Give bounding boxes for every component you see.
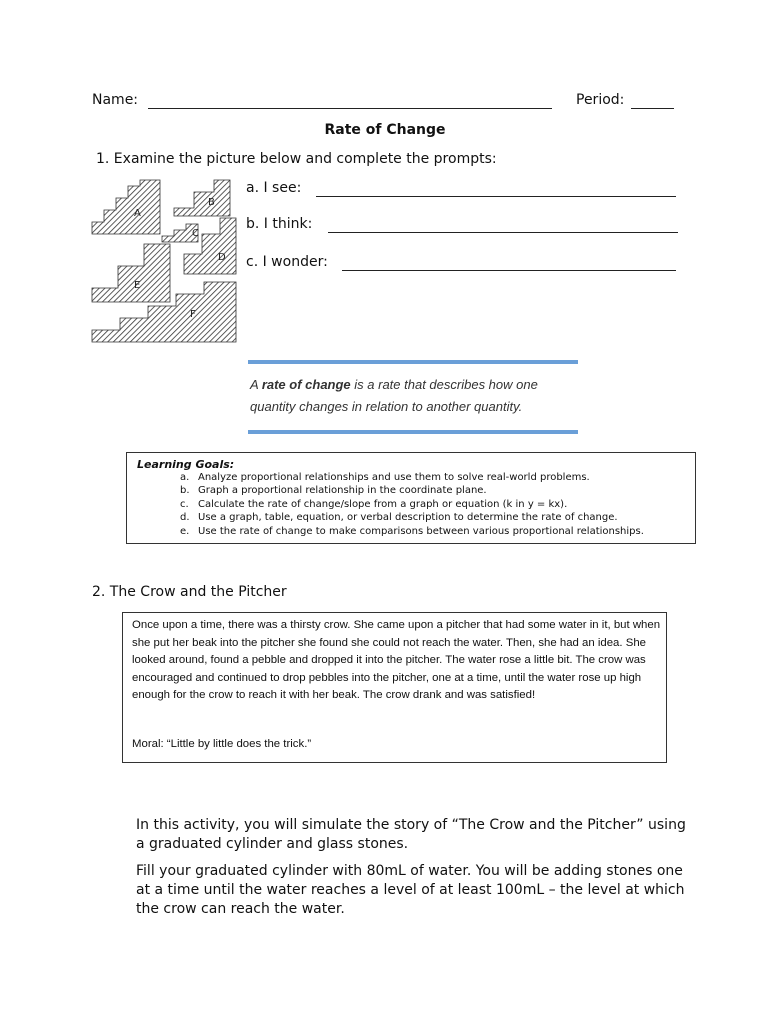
prompt-i-think-label: b. I think: bbox=[246, 216, 313, 232]
staircase-b bbox=[174, 180, 230, 216]
learning-goals-title: Learning Goals: bbox=[137, 458, 235, 471]
learning-goal: c. Calculate the rate of change/slope from a graph or equation (k in y = kx). bbox=[180, 498, 568, 510]
prompt-i-think bbox=[246, 216, 678, 232]
learning-goal: d. Use a graph, table, equation, or verbal description to determine the rate of change. bbox=[180, 512, 618, 524]
label-f: F bbox=[190, 309, 196, 320]
name-label: Name: bbox=[92, 92, 139, 108]
period-blank[interactable] bbox=[631, 108, 674, 109]
prompt-i-wonder bbox=[246, 254, 676, 270]
label-a: A bbox=[134, 208, 141, 219]
prompt-i-see-label: a. I see: bbox=[246, 180, 302, 196]
staircase-figure bbox=[90, 178, 240, 346]
definition-term: rate of change bbox=[261, 377, 351, 392]
learning-goals-box bbox=[126, 452, 696, 544]
prompt-i-wonder-label: c. I wonder: bbox=[246, 254, 328, 270]
definition-box bbox=[248, 360, 578, 432]
name-blank[interactable] bbox=[148, 108, 552, 109]
question-1: 1. Examine the picture below and complete the prompts: bbox=[96, 151, 497, 167]
activity-intro: In this activity, you will simulate the story of “The Crow and the Pitcher” using a graduated cylinder and glass stones. bbox=[136, 817, 686, 852]
learning-goal: e. Use the rate of change to make comparisons between various proportional relationships. bbox=[180, 525, 644, 537]
label-e: E bbox=[134, 280, 141, 291]
definition-bottom-rule bbox=[248, 430, 578, 434]
label-c: C bbox=[192, 228, 199, 239]
definition-text: A rate of change is a rate that describes how one quantity changes in relation to another quantity. bbox=[250, 377, 538, 414]
label-d: D bbox=[218, 252, 226, 263]
prompt-i-see-blank[interactable] bbox=[316, 196, 676, 197]
activity-instructions: Fill your graduated cylinder with 80mL of water. You will be adding stones one at a time until the water reaches a level of at least 100mL – the level at which the crow can reach the water. bbox=[136, 863, 685, 917]
prompt-i-see bbox=[246, 180, 676, 196]
staircase-e bbox=[92, 244, 170, 302]
question-2: 2. The Crow and the Pitcher bbox=[92, 584, 287, 600]
learning-goals-list bbox=[180, 471, 644, 538]
prompt-i-wonder-blank[interactable] bbox=[342, 270, 676, 271]
story-box bbox=[122, 612, 667, 763]
story-text: Once upon a time, there was a thirsty crow. She came upon a pitcher that had some water in it, but when she put her beak into the pitcher she found she could not reach the water. Then, she had an idea. She looked around, found a pebble and dropped it into the pitcher. The water rose a little bit. The crow was encouraged and continued to drop pebbles into the pitcher, one at a time, until the water rose up high enough for the crow to reach it with her beak. The crow drank and was satisfied! bbox=[132, 619, 661, 702]
label-b: B bbox=[208, 197, 215, 208]
learning-goal: b. Graph a proportional relationship in the coordinate plane. bbox=[180, 485, 487, 497]
period-label: Period: bbox=[576, 92, 625, 108]
learning-goal: a. Analyze proportional relationships and use them to solve real-world problems. bbox=[180, 472, 590, 483]
staircase-a bbox=[92, 180, 160, 234]
page-title: Rate of Change bbox=[324, 122, 446, 138]
story-moral: Moral: “Little by little does the trick.” bbox=[132, 738, 312, 750]
definition-top-rule bbox=[248, 360, 578, 364]
prompt-i-think-blank[interactable] bbox=[328, 232, 678, 233]
